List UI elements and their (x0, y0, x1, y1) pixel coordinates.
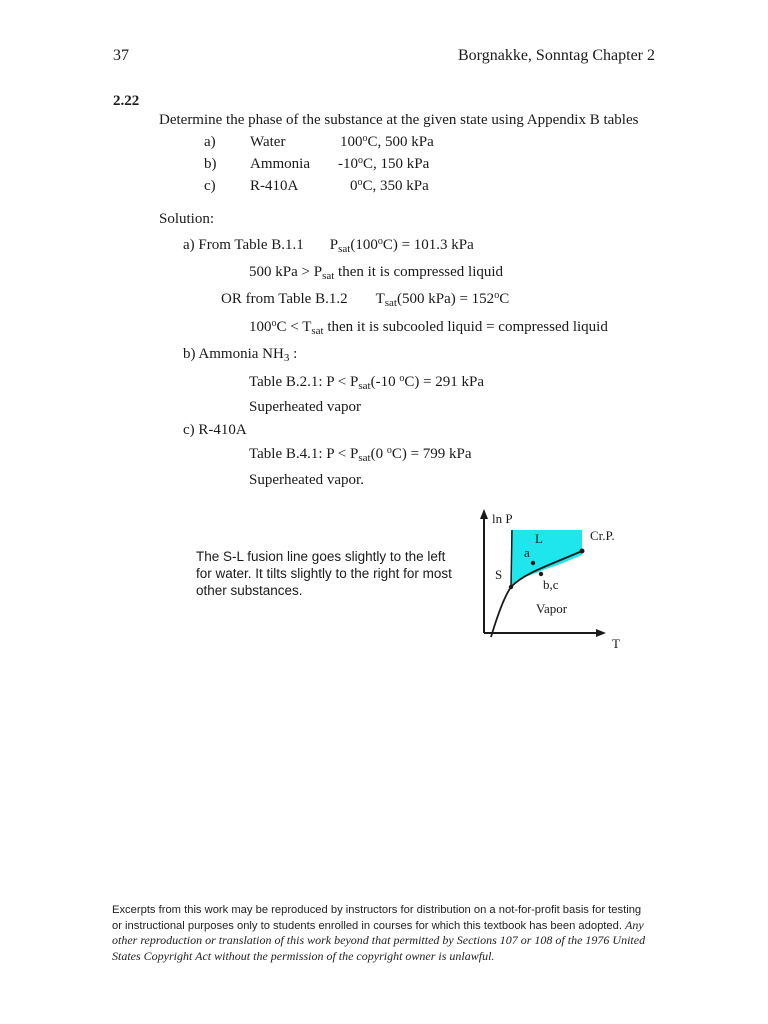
solution-a-line2: 500 kPa > $P_{sat}$ then it is compressed liquid (249, 264, 504, 282)
solution-c-line1: Table B.4.1: $P < P_{sat}(0$ $^o$C) = 799 kPa (249, 445, 472, 464)
copyright-footer: Excerpts from this work may be reproduced by instructors for distribution on a not-for-profit basis for testing or instructional purposes only to students enrolled in courses for which this textbook has been adopted. Any other reproduction or translation of this work beyond that permitted by Sections 107 or 108 of the 1976 United States Copyright Act without the permission of the copyright owner is unlawful. (112, 904, 646, 963)
solution-c-heading: c) R-410A (183, 422, 247, 438)
label-critical-point: Cr.P. (590, 528, 615, 543)
state-point-a (531, 561, 535, 565)
solution-heading: Solution: (159, 211, 215, 227)
chapter-title: Borgnakke, Sonntag Chapter 2 (458, 47, 656, 64)
solution-b-heading: b) Ammonia $NH_3$ : (183, 346, 298, 364)
list-item (204, 178, 216, 195)
list-item (204, 156, 217, 173)
label-liquid: L (535, 531, 543, 546)
label-point-bc: b,c (543, 577, 559, 592)
solution-a-line1: a) From Table B.1.1 $P_{sat}(100^oC) = 101.3$ kPa (183, 236, 474, 255)
label-vapor: Vapor (536, 601, 568, 616)
solution-b-line2: Superheated vapor (249, 399, 362, 415)
critical-point (580, 549, 585, 554)
x-axis-arrow (596, 629, 606, 637)
label-point-a: a (524, 545, 530, 560)
solution-a-line4: $100^oC < T_{sat}$ then it is subcooled liquid = compressed liquid (249, 318, 608, 337)
phase-diagram (470, 505, 630, 657)
x-axis-label: T (612, 636, 620, 651)
solution-a-line3: OR from Table B.1.2 $T_{sat}(500$ $kPa) = 152^oC$ (221, 290, 510, 309)
solution-c-line2: Superheated vapor. (249, 472, 364, 488)
triple-point (509, 585, 513, 589)
item-label: b) (204, 156, 217, 172)
page-number: 37 (113, 47, 129, 64)
list-item (204, 134, 216, 151)
item-state: 0$^o$C, 350 kPa (350, 177, 429, 194)
item-substance: Water (250, 134, 286, 150)
item-substance: R-410A (250, 178, 299, 194)
item-label: a) (204, 134, 216, 150)
fusion-line-note: The S-L fusion line goes slightly to the left for water. It tilts slightly to the right for most other substances. (196, 549, 452, 598)
state-point-bc (539, 572, 543, 576)
item-state: -10$^o$C, 150 kPa (338, 155, 430, 172)
fusion-line (511, 530, 512, 587)
item-substance: Ammonia (250, 156, 310, 172)
item-label: c) (204, 178, 216, 194)
problem-number: 2.22 (113, 93, 140, 109)
y-axis-label: ln P (492, 511, 513, 526)
item-state: 100$^o$C, 500 kPa (340, 133, 434, 150)
solution-b-line1: Table B.2.1: $P < P_{sat}(-10$ $^o$C) = 291 kPa (249, 373, 485, 392)
problem-statement: Determine the phase of the substance at the given state using Appendix B tables (159, 112, 639, 128)
label-solid: S (495, 567, 503, 582)
y-axis-arrow (480, 509, 488, 519)
